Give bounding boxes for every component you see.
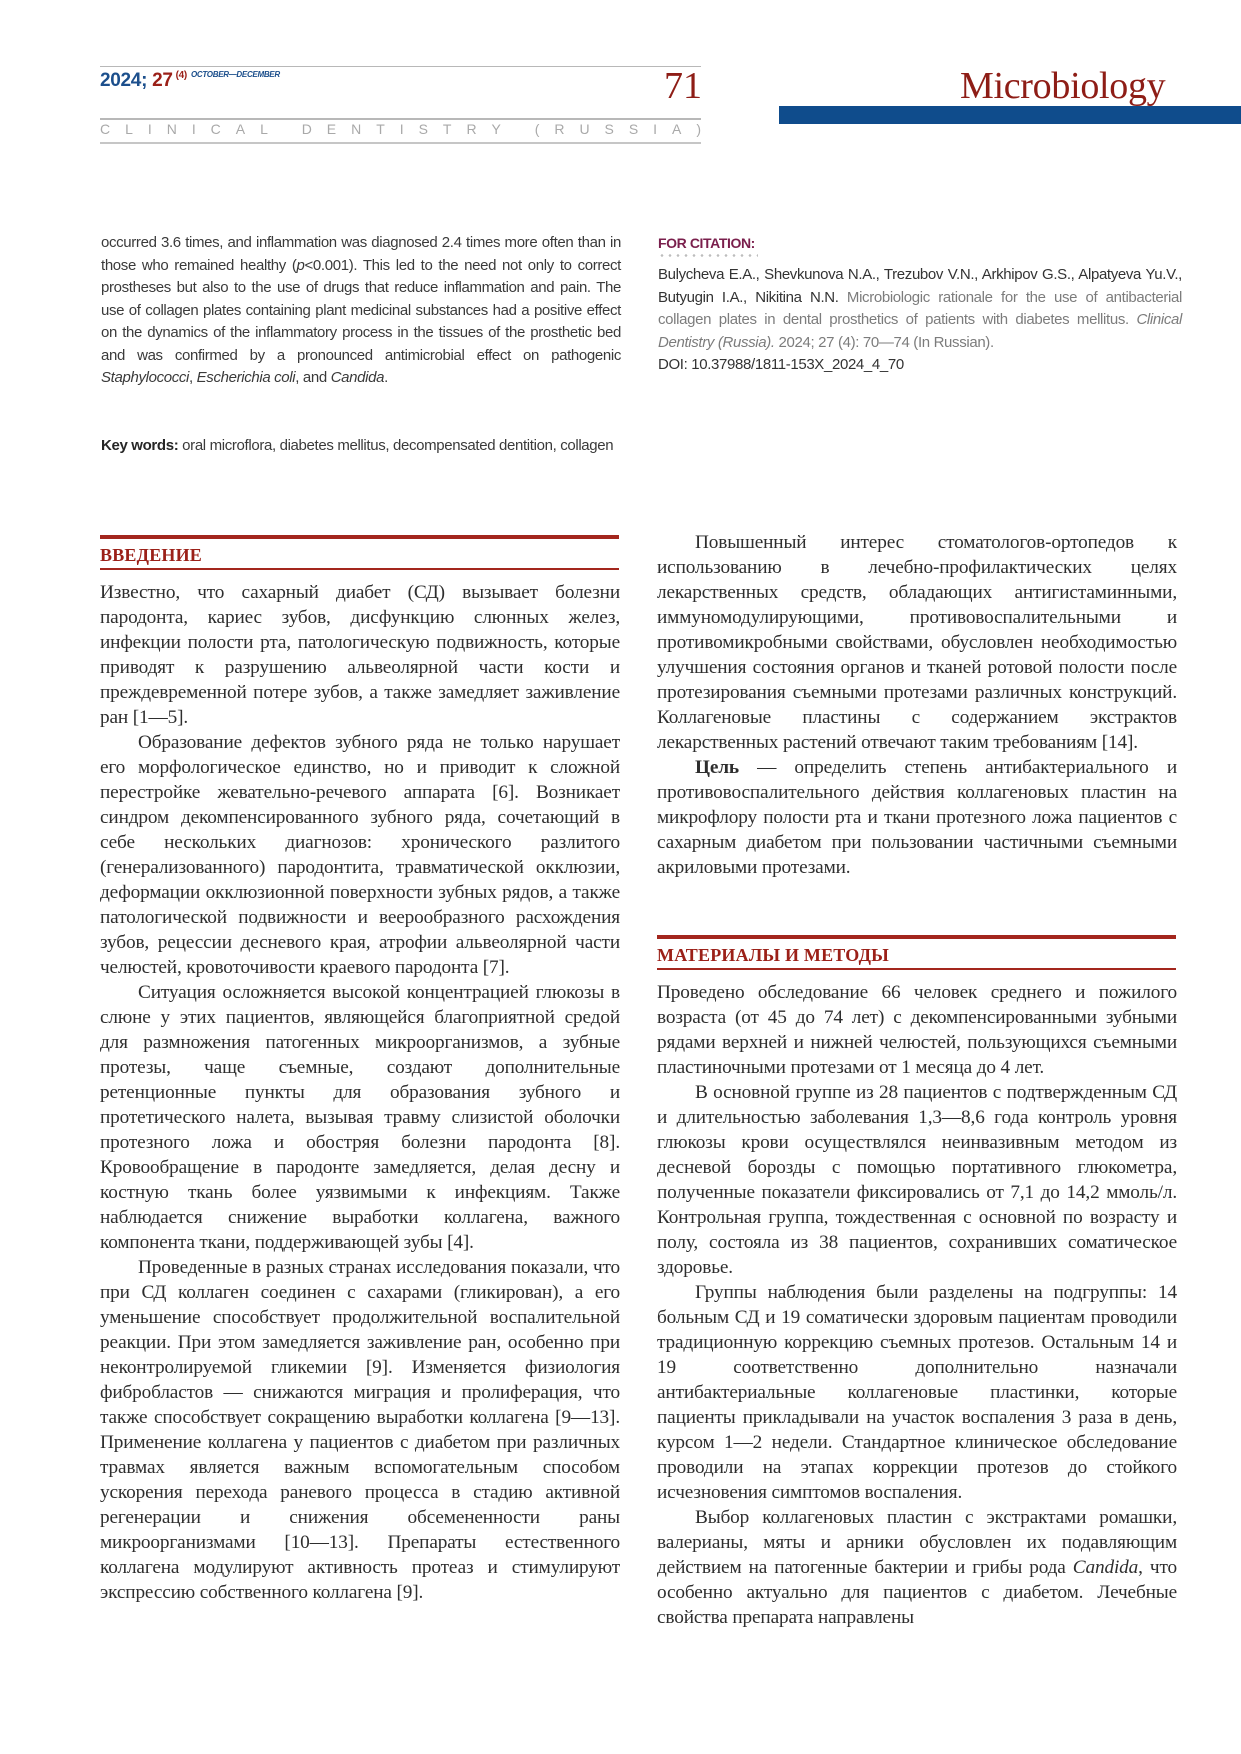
intro-heading: ВВЕДЕНИЕ [100,545,203,565]
aim-text: — определить степень антибактериального и противовоспалительного действия коллагеновых пластин на микрофлору полости рта и ткани протезного ложа пациентов с сахарным диабетом при пользовании частичными съемными акриловыми протезами. [657,757,1177,878]
journal-letter: A [672,121,682,137]
journal-letter: L [260,121,268,137]
citation-label: FOR CITATION: [658,235,755,251]
journal-letter: N [351,121,362,137]
journal-letter: E [326,121,337,137]
journal-letter: T [442,121,452,137]
organism-name: Escherichia coli [196,369,296,386]
abstract-part: <0.001). This led to the need not only to correct prostheses but also to the use of drugs that reduce inflammation and pain. The use of collagen plates containing plant medicinal substances had a positive effect on the dynamics of the inflammatory process in the tissues of the prosthetic bed and was confirmed by a pronounced antimicrobial effect on pathogenic [101,256,621,364]
abstract-text [101,232,621,390]
left-column [100,580,620,1605]
issue-volume: 27 [152,70,173,91]
separator: , [189,369,197,386]
paragraph: Повышенный интерес стоматологов-ортопедов к использованию в лечебно-профилактических целях лекарственных средств, обладающих антигистаминными, иммуномодулирующими, противовоспалительными и противомикробными свойствами, обусловлен необходимостью улучшения состояния органов и тканей ротовой полости после протезирования съемными протезами различных конструкций. Коллагеновые пластины с содержанием экстрактов лекарственных растений отвечают таким требованиям [14]. [657,532,1177,753]
aim-paragraph [657,755,1177,880]
text-part: Выбор коллагеновых пластин с экстрактами ромашки, валерианы, мяты и арники обусловлен их подавляющим действием на патогенные бактерии и грибы рода [657,1507,1177,1578]
journal-letter: I [653,121,658,137]
organism-name: Candida [1072,1557,1139,1578]
issue-number: (4) [175,70,187,81]
journal-letter: S [628,121,639,137]
journal-letter: S [604,121,614,137]
journal-letter: C [100,121,111,137]
p-value-symbol: p [296,256,305,274]
journal-letter: U [579,121,590,137]
keywords [101,435,621,458]
paragraph [657,1505,1177,1630]
journal-letter: T [376,121,385,137]
right-column-top [657,530,1177,880]
journal-letter [283,121,287,137]
paragraph: Ситуация осложняется высокой концентрацией глюкозы в слюне у этих пациентов, являющейся благоприятной средой для размножения патогенных микроорганизмов, а зубные протезы, чаще съемные, создают дополнительные ретенционные пункты для образования зубного и протетического налета, вызывая травму слизистой оболочки протезного ложа и обостряя болезни пародонта [8]. Кровообращение в пародонте замедляется, делая десну и костную ткань более уязвимыми к инфекциям. Также наблюдается снижение выработки коллагена, важного компонента ткани, поддерживающей зубы [4]. [100,982,620,1253]
citation-journal: Clinical Dentistry (Russia). [658,311,1182,351]
header-rule-bottom [100,142,701,144]
paragraph: Группы наблюдения были разделены на подгруппы: 14 больным СД и 19 соматически здоровым пациентам проводили традиционную коррекцию съемных протезов. Остальным 14 и 19 соответственно дополнительно назначали антибактериальные коллагеновые пластинки, которые пациенты прикладывали на участок воспаления 3 раза в день, курсом 1—2 недели. Стандартное клиническое обследование проводили на этапах коррекции протезов до стойкого исчезновения симптомов воспаления. [657,1282,1177,1503]
issue-info [100,70,280,92]
journal-letter: ) [696,121,701,137]
section-title: Microbiology [960,65,1166,107]
issue-year: 2024; [100,70,148,91]
journal-letter: I [147,121,152,137]
journal-letter: N [166,121,177,137]
journal-letter: I [191,121,196,137]
issue-period: OCTOBER—DECEMBER [190,70,280,79]
journal-letter: I [399,121,404,137]
aim-label: Цель [695,757,739,778]
journal-letter: Y [491,121,501,137]
journal-letter: A [235,121,246,137]
paragraph: Образование дефектов зубного ряда не только нарушает его морфологическое единство, но и приводит к сложной перестройке жевательно-речевого аппарата [6]. Возникает синдром декомпенсированного зубного ряда, сочетающий в себе нескольких диагнозов: хронического разлитого (генерализованного) пародонтита, травматической окклюзии, деформации окклюзионной поверхности зубных рядов, а также патологической подвижности и веерообразного расхождения зубов, рецессии десневого края, атрофии альвеолярной части челюстей, кровоточивости краевого пародонта [7]. [100,732,620,978]
journal-letter [516,121,520,137]
journal-letter: L [125,121,133,137]
citation-text [658,264,1182,377]
methods-rule-thick [657,935,1176,939]
paragraph: Проведенные в разных странах исследования показали, что при СД коллаген соединен с сахарами (гликирован), а его уменьшение способствует продолжительной воспалительной реакции. При этом замедляется заживление ран, особенно при неконтролируемой гликемии [9]. Изменяется физиология фибробластов — снижаются миграция и пролиферация, что также способствует сокращению выработки коллагена [9—13]. Применение коллагена у пациентов с диабетом при различных травмах является важным вспомогательным способом ускорения перехода раневого процесса в стадию активной регенерации и снижения обсемененности раны микроорганизмами [10—13]. Препараты естественного коллагена модулируют активность протеаз и стимулируют экспрессию собственного коллагена [9]. [100,1257,620,1603]
section-bar [779,106,1241,124]
paragraph: В основной группе из 28 пациентов с подтвержденным СД и длительностью заболевания 1,3—8,6 года контроль уровня глюкозы крови осуществлялся неинвазивным методом из десневой борозды с помощью портативного глюкометра, полученные показатели фиксировались от 7,1 до 14,2 ммоль/л. Контрольная группа, тождественная с основной по возрасту и полу, состояла из 38 пациентов, сохранивших соматическое здоровье. [657,1082,1177,1278]
paragraph: Проведено обследование 66 человек среднего и пожилого возраста (от 45 до 74 лет) с декомпенсированными зубными рядами верхней и нижней челюстей, пользующихся съемными пластиночными протезами от 1 месяца до 4 лет. [657,982,1177,1078]
citation-doi[interactable]: DOI: 10.37988/1811-153X_2024_4_70 [658,356,904,373]
intro-rule-thin [100,568,619,570]
abstract-part: occurred 3.6 times, and inflammation was diagnosed 2.4 times more often than in those who remained healthy ( [101,234,621,274]
organism-name: Candida [330,369,385,386]
journal-letter: R [466,121,477,137]
keywords-label: Key words: [101,437,179,454]
methods-heading: МАТЕРИАЛЫ И МЕТОДЫ [657,945,890,965]
organism-name: Staphylococci [101,369,189,386]
journal-letter: ( [534,121,540,137]
intro-rule-thick [100,535,619,539]
journal-letter: R [554,121,565,137]
page-number: 71 [664,65,702,107]
separator: . [384,369,388,386]
citation-details: 2024; 27 (4): 70—74 (In Russian). [774,333,994,351]
citation-title: Microbiologic rationale for the use of antibacterial collagen plates in dental prosthetics of patients with diabetes mellitus. [658,288,1182,328]
journal-letter: D [301,121,312,137]
text-part: , что особенно актуально для пациентов с диабетом. Лечебные свойства препарата направлены [657,1557,1177,1628]
citation-dotted-rule [658,254,758,257]
journal-name [100,121,701,137]
keywords-text: oral microflora, diabetes mellitus, decompensated dentition, collagen [178,437,614,454]
paragraph: Известно, что сахарный диабет (СД) вызывает болезни пародонта, кариес зубов, дисфункцию слюнных желез, инфекции полости рта, патологическую подвижность, которые приводят к разрушению альвеолярной части кости и преждевременной потере зубов, а также замедляет заживление ран [1—5]. [100,582,620,728]
methods-rule-thin [657,968,1176,970]
right-column-methods [657,980,1177,1630]
header-rule-top [100,66,701,67]
separator: , and [295,369,331,386]
journal-letter: C [210,121,221,137]
citation-authors: Bulycheva E.A., Shevkunova N.A., Trezubov V.N., Arkhipov G.S., Alpatyeva Yu.V., Butyugin I.A., Nikitina N.N. [658,266,1182,306]
journal-letter: S [418,121,428,137]
header-rule-mid [100,118,701,120]
